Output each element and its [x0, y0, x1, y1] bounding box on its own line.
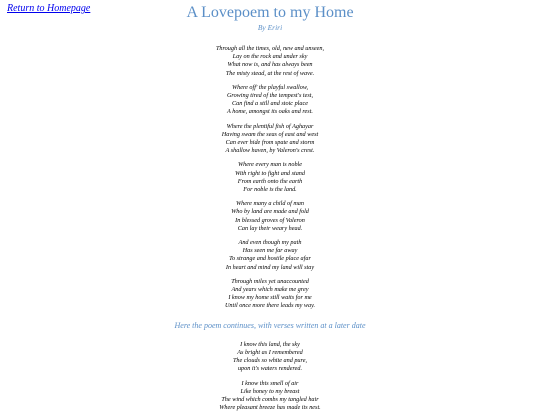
later-stanza-1	[0, 341, 540, 374]
poem-line: Having swam the seas of east and west	[221, 130, 319, 138]
poem-line: The misty stead, at the rest of wave.	[225, 69, 315, 77]
poem-line: Has seen me far away	[242, 247, 298, 255]
stanza-3	[0, 123, 540, 156]
poem-line: The clouds so white and pure,	[232, 357, 308, 365]
author-byline: By Eriri	[257, 23, 283, 32]
poem-line: Through miles yet unaccounted	[231, 277, 309, 285]
poem-line: And even though my path	[238, 239, 302, 247]
poem-line: Where off' the playful swallow,	[231, 83, 309, 91]
poem-line: Where many a child of man	[236, 200, 304, 208]
poem-line: The wind which combs my tangled hair	[221, 395, 319, 403]
poem-line: And years which make me grey	[231, 286, 309, 294]
poem-line: For noble is the land.	[243, 186, 297, 194]
poem-line: Until once more there leads my way.	[224, 302, 316, 310]
stanza-6	[0, 239, 540, 272]
poem-line: A shallow haven, by Valeron's crest.	[225, 147, 315, 155]
poem-line: With right to fight and stand	[235, 169, 305, 177]
poem-line: Lay on the rock and under sky	[232, 53, 308, 61]
poem-line: Where every man is noble	[237, 161, 303, 169]
continuation-heading: Here the poem continues, with verses written at a later date	[174, 320, 366, 330]
poem-line: Where the plentiful fish of Aghayar	[226, 122, 314, 130]
stanza-7	[0, 278, 540, 311]
poem-line: What now is, and has always been	[227, 61, 313, 69]
stanza-2	[0, 84, 540, 117]
poem-line: A home, amongst its oaks and rest.	[227, 108, 313, 116]
poem-line: As bright as I remembered	[237, 348, 303, 356]
poem-line: Through all the times, old, new and unseen,	[215, 45, 325, 52]
poem-line: Where pleasant breeze has made its nest.	[219, 404, 321, 412]
poem-line: Can lay their weary head.	[237, 224, 303, 232]
poem-line: Can ever hide from spate and storm	[225, 139, 315, 147]
poem-body	[0, 45, 540, 418]
stanza-5	[0, 200, 540, 233]
poem-line: Like honey to my breast	[240, 387, 300, 395]
poem-line: To strange and hostile place afar	[229, 255, 311, 263]
stanza-1	[0, 45, 540, 78]
page-title: A Lovepoem to my Home	[186, 4, 354, 21]
poem-line: In heart and mind my land will stay	[225, 263, 315, 271]
poem-line: I know this land, the sky	[240, 340, 300, 348]
poem-line: From earth onto the earth	[237, 177, 303, 185]
poem-line: upon it's waters rendered.	[237, 365, 303, 373]
later-stanza-2	[0, 380, 540, 413]
poem-line: Who by land are made and fold	[231, 208, 309, 216]
stanza-4	[0, 161, 540, 194]
poem-line: I know this smell of air	[241, 379, 299, 387]
poem-line: I know my home still waits for me	[228, 294, 312, 302]
poem-line: In blessed groves of Valeron	[235, 216, 305, 224]
return-to-homepage-link[interactable]: Return to Homepage	[7, 3, 91, 14]
poem-line: Growing tired of the tempest's test,	[226, 92, 314, 100]
poem-line: Can find a still and stoic place	[232, 100, 308, 108]
